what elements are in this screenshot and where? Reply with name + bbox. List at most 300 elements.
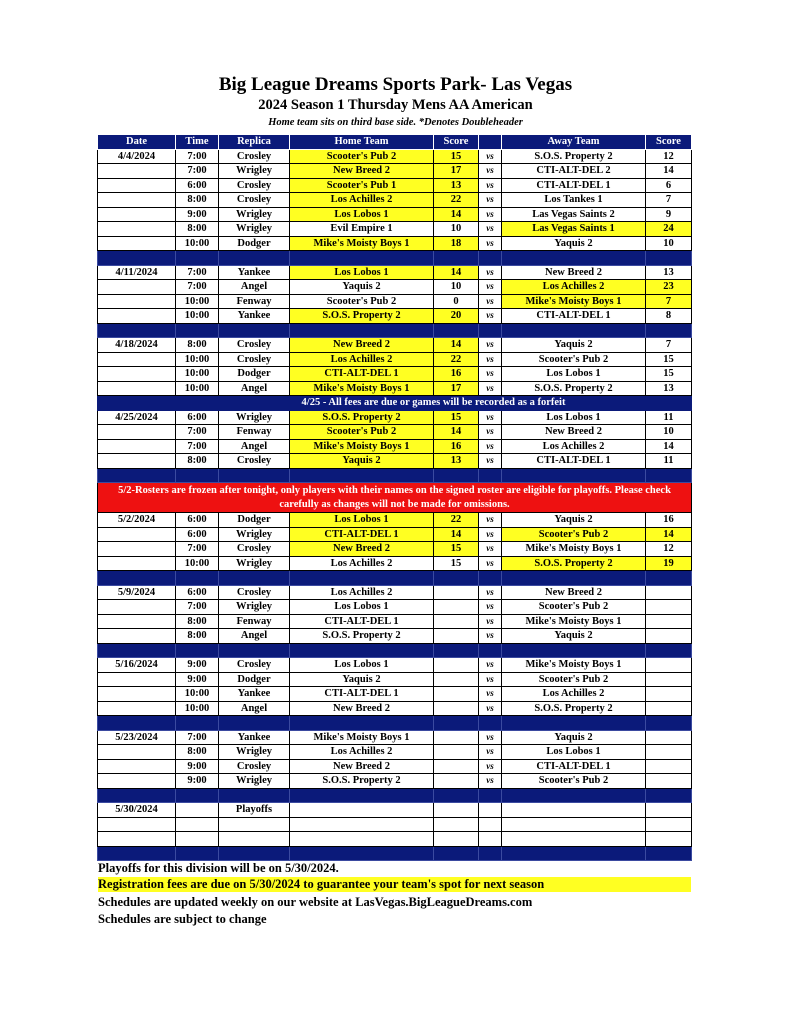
game-time: 7:00 (176, 425, 219, 440)
away-score (646, 600, 692, 615)
home-team: New Breed 2 (290, 542, 434, 557)
vs-label (479, 803, 502, 818)
game-row (98, 309, 692, 324)
away-score: 12 (646, 149, 692, 164)
week-divider (98, 251, 692, 266)
game-date: 5/9/2024 (98, 585, 176, 600)
game-field: Wrigley (219, 164, 290, 179)
divider-cell (219, 251, 290, 266)
away-score: 7 (646, 294, 692, 309)
away-score: 14 (646, 439, 692, 454)
away-score: 14 (646, 527, 692, 542)
away-team: New Breed 2 (502, 425, 646, 440)
game-field: Crosley (219, 193, 290, 208)
footer-registration: Registration fees are due on 5/30/2024 to guarantee your team's spot for next season (98, 877, 691, 892)
home-team: Los Lobos 1 (290, 658, 434, 673)
home-score: 14 (434, 527, 479, 542)
home-score (434, 803, 479, 818)
divider-cell (98, 571, 176, 586)
game-date (98, 381, 176, 396)
divider-cell (502, 716, 646, 731)
game-field: Crosley (219, 338, 290, 353)
away-team: Los Lobos 1 (502, 367, 646, 382)
game-row (98, 614, 692, 629)
game-date: 4/11/2024 (98, 265, 176, 280)
home-score: 16 (434, 439, 479, 454)
home-score: 18 (434, 236, 479, 251)
away-score: 15 (646, 352, 692, 367)
game-field: Yankee (219, 687, 290, 702)
game-row (98, 585, 692, 600)
home-team: Scooter's Pub 2 (290, 425, 434, 440)
divider-cell (479, 323, 502, 338)
header-date: Date (98, 135, 176, 150)
home-team: Yaquis 2 (290, 280, 434, 295)
away-score (646, 701, 692, 716)
away-score (646, 745, 692, 760)
home-score (434, 745, 479, 760)
divider-cell (290, 468, 434, 483)
home-score: 15 (434, 556, 479, 571)
game-time: 6:00 (176, 410, 219, 425)
divider-cell (479, 468, 502, 483)
away-score: 24 (646, 222, 692, 237)
game-row (98, 730, 692, 745)
home-score: 14 (434, 425, 479, 440)
game-date (98, 556, 176, 571)
vs-label: vs (479, 585, 502, 600)
divider-cell (290, 323, 434, 338)
home-score: 14 (434, 207, 479, 222)
game-date (98, 222, 176, 237)
home-score: 22 (434, 513, 479, 528)
game-field: Wrigley (219, 207, 290, 222)
divider-cell (98, 251, 176, 266)
game-field: Crosley (219, 759, 290, 774)
away-score: 12 (646, 542, 692, 557)
vs-label: vs (479, 687, 502, 702)
away-score (646, 672, 692, 687)
game-row (98, 542, 692, 557)
game-date (98, 701, 176, 716)
vs-label: vs (479, 164, 502, 179)
game-field: Wrigley (219, 556, 290, 571)
game-field: Crosley (219, 658, 290, 673)
home-team: S.O.S. Property 2 (290, 774, 434, 789)
vs-label: vs (479, 439, 502, 454)
game-field: Crosley (219, 178, 290, 193)
home-team: Los Achilles 2 (290, 585, 434, 600)
game-row (98, 149, 692, 164)
game-date (98, 309, 176, 324)
game-row (98, 207, 692, 222)
game-date (98, 352, 176, 367)
divider-cell (176, 788, 219, 803)
away-score: 13 (646, 265, 692, 280)
header-time: Time (176, 135, 219, 150)
game-time: 7:00 (176, 439, 219, 454)
divider-cell (219, 571, 290, 586)
away-score: 6 (646, 178, 692, 193)
game-field (219, 832, 290, 847)
vs-label: vs (479, 207, 502, 222)
vs-label: vs (479, 701, 502, 716)
away-score: 10 (646, 236, 692, 251)
vs-label: vs (479, 425, 502, 440)
game-row (98, 745, 692, 760)
divider-cell (502, 788, 646, 803)
vs-label: vs (479, 542, 502, 557)
away-team: Los Tankes 1 (502, 193, 646, 208)
vs-label: vs (479, 265, 502, 280)
game-field: Crosley (219, 542, 290, 557)
away-team: CTI-ALT-DEL 1 (502, 759, 646, 774)
divider-cell (434, 571, 479, 586)
divider-cell (502, 468, 646, 483)
game-date (98, 164, 176, 179)
game-time: 7:00 (176, 542, 219, 557)
game-time: 10:00 (176, 701, 219, 716)
home-team: Mike's Moisty Boys 1 (290, 236, 434, 251)
footer-disclaimer: Schedules are subject to change (98, 912, 267, 926)
week-divider (98, 323, 692, 338)
game-row (98, 265, 692, 280)
vs-label: vs (479, 367, 502, 382)
away-team: S.O.S. Property 2 (502, 381, 646, 396)
divider-cell (98, 788, 176, 803)
week-divider (98, 571, 692, 586)
game-time: 7:00 (176, 600, 219, 615)
footer-playoffs: Playoffs for this division will be on 5/30/2024. (98, 861, 339, 875)
home-score: 14 (434, 338, 479, 353)
game-time: 7:00 (176, 164, 219, 179)
home-team: CTI-ALT-DEL 1 (290, 527, 434, 542)
game-row (98, 381, 692, 396)
divider-cell (176, 846, 219, 861)
vs-label: vs (479, 309, 502, 324)
game-row (98, 454, 692, 469)
vs-label: vs (479, 774, 502, 789)
away-team: Los Achilles 2 (502, 687, 646, 702)
vs-label (479, 832, 502, 847)
divider-cell (176, 323, 219, 338)
home-score: 17 (434, 164, 479, 179)
game-field: Fenway (219, 425, 290, 440)
vs-label: vs (479, 178, 502, 193)
game-field: Fenway (219, 294, 290, 309)
vs-label: vs (479, 222, 502, 237)
game-row (98, 556, 692, 571)
game-row (98, 236, 692, 251)
game-date (98, 817, 176, 832)
game-date (98, 236, 176, 251)
game-date (98, 207, 176, 222)
divider-cell (646, 468, 692, 483)
game-date: 5/16/2024 (98, 658, 176, 673)
vs-label (479, 817, 502, 832)
game-field: Wrigley (219, 745, 290, 760)
home-team: Los Achilles 2 (290, 745, 434, 760)
game-date (98, 527, 176, 542)
home-team: Yaquis 2 (290, 672, 434, 687)
week-divider (98, 788, 692, 803)
divider-cell (290, 716, 434, 731)
home-score: 13 (434, 178, 479, 193)
vs-label: vs (479, 381, 502, 396)
game-time: 10:00 (176, 687, 219, 702)
game-date (98, 367, 176, 382)
away-team: Yaquis 2 (502, 236, 646, 251)
game-row (98, 803, 692, 818)
home-score: 0 (434, 294, 479, 309)
divider-cell (219, 716, 290, 731)
divider-cell (434, 323, 479, 338)
game-row (98, 817, 692, 832)
game-time: 9:00 (176, 658, 219, 673)
game-date (98, 600, 176, 615)
away-team: New Breed 2 (502, 585, 646, 600)
vs-label: vs (479, 149, 502, 164)
away-score (646, 585, 692, 600)
game-field: Dodger (219, 236, 290, 251)
divider-cell (479, 643, 502, 658)
home-score: 20 (434, 309, 479, 324)
divider-cell (479, 571, 502, 586)
vs-label: vs (479, 338, 502, 353)
game-date: 5/30/2024 (98, 803, 176, 818)
week-divider (98, 716, 692, 731)
game-field: Crosley (219, 149, 290, 164)
game-row (98, 178, 692, 193)
game-time (176, 803, 219, 818)
game-date (98, 454, 176, 469)
divider-cell (219, 846, 290, 861)
divider-cell (479, 251, 502, 266)
away-team: CTI-ALT-DEL 1 (502, 454, 646, 469)
away-team: Mike's Moisty Boys 1 (502, 542, 646, 557)
game-date (98, 672, 176, 687)
vs-label: vs (479, 556, 502, 571)
schedule-table (97, 134, 692, 861)
divider-cell (98, 846, 176, 861)
divider-cell (502, 251, 646, 266)
divider-cell (176, 571, 219, 586)
divider-cell (176, 251, 219, 266)
game-field: Angel (219, 629, 290, 644)
home-team: Los Achilles 2 (290, 352, 434, 367)
home-team (290, 832, 434, 847)
away-score: 15 (646, 367, 692, 382)
game-date (98, 439, 176, 454)
game-row (98, 701, 692, 716)
away-team: Yaquis 2 (502, 730, 646, 745)
divider-cell (646, 643, 692, 658)
away-score: 11 (646, 410, 692, 425)
game-row (98, 527, 692, 542)
game-field: Yankee (219, 265, 290, 280)
away-team: Scooter's Pub 2 (502, 352, 646, 367)
away-team: Los Lobos 1 (502, 410, 646, 425)
away-team: Yaquis 2 (502, 629, 646, 644)
home-team (290, 803, 434, 818)
vs-label: vs (479, 513, 502, 528)
divider-cell (502, 323, 646, 338)
vs-label: vs (479, 614, 502, 629)
game-time: 8:00 (176, 338, 219, 353)
vs-label: vs (479, 294, 502, 309)
divider-cell (434, 643, 479, 658)
home-team: Scooter's Pub 2 (290, 149, 434, 164)
away-team: CTI-ALT-DEL 1 (502, 178, 646, 193)
game-row (98, 294, 692, 309)
game-row (98, 687, 692, 702)
game-field: Wrigley (219, 410, 290, 425)
game-time: 8:00 (176, 745, 219, 760)
game-field: Crosley (219, 454, 290, 469)
game-time: 6:00 (176, 585, 219, 600)
away-team: S.O.S. Property 2 (502, 701, 646, 716)
page-subtitle: 2024 Season 1 Thursday Mens AA American (258, 97, 533, 113)
game-time: 10:00 (176, 367, 219, 382)
away-team: Scooter's Pub 2 (502, 774, 646, 789)
vs-label: vs (479, 410, 502, 425)
game-time: 8:00 (176, 629, 219, 644)
away-team (502, 817, 646, 832)
header-away-team: Away Team (502, 135, 646, 150)
game-time: 8:00 (176, 454, 219, 469)
away-score: 10 (646, 425, 692, 440)
home-score (434, 672, 479, 687)
divider-cell (219, 643, 290, 658)
game-time: 7:00 (176, 149, 219, 164)
away-team: Scooter's Pub 2 (502, 527, 646, 542)
game-date: 4/18/2024 (98, 338, 176, 353)
vs-label: vs (479, 600, 502, 615)
game-time: 10:00 (176, 352, 219, 367)
divider-cell (290, 571, 434, 586)
home-team: CTI-ALT-DEL 1 (290, 614, 434, 629)
game-row (98, 164, 692, 179)
away-score (646, 832, 692, 847)
game-row (98, 672, 692, 687)
game-row (98, 832, 692, 847)
divider-cell (434, 716, 479, 731)
home-team: New Breed 2 (290, 701, 434, 716)
home-team: CTI-ALT-DEL 1 (290, 367, 434, 382)
home-score (434, 658, 479, 673)
away-score: 19 (646, 556, 692, 571)
away-team: CTI-ALT-DEL 1 (502, 309, 646, 324)
game-field: Angel (219, 439, 290, 454)
away-score: 13 (646, 381, 692, 396)
away-team: S.O.S. Property 2 (502, 149, 646, 164)
game-date (98, 614, 176, 629)
page-title: Big League Dreams Sports Park- Las Vegas (218, 74, 573, 95)
away-team: New Breed 2 (502, 265, 646, 280)
game-row (98, 439, 692, 454)
divider-cell (98, 643, 176, 658)
home-score: 15 (434, 149, 479, 164)
game-field: Yankee (219, 309, 290, 324)
game-row (98, 338, 692, 353)
away-score (646, 803, 692, 818)
game-date: 4/25/2024 (98, 410, 176, 425)
away-team: Scooter's Pub 2 (502, 600, 646, 615)
game-time: 8:00 (176, 614, 219, 629)
home-team: S.O.S. Property 2 (290, 309, 434, 324)
game-field: Angel (219, 701, 290, 716)
away-team: Las Vegas Saints 2 (502, 207, 646, 222)
home-score (434, 600, 479, 615)
home-score (434, 614, 479, 629)
divider-cell (434, 846, 479, 861)
vs-label: vs (479, 454, 502, 469)
away-team: Los Achilles 2 (502, 439, 646, 454)
game-time: 6:00 (176, 178, 219, 193)
away-team: Scooter's Pub 2 (502, 672, 646, 687)
notice-text: 4/25 - All fees are due or games will be recorded as a forfeit (176, 396, 692, 411)
game-row (98, 513, 692, 528)
home-team: Evil Empire 1 (290, 222, 434, 237)
vs-label: vs (479, 759, 502, 774)
home-score (434, 817, 479, 832)
divider-cell (290, 846, 434, 861)
divider-cell (434, 788, 479, 803)
divider-cell (646, 251, 692, 266)
vs-label: vs (479, 745, 502, 760)
home-score (434, 687, 479, 702)
divider-cell (479, 788, 502, 803)
divider-cell (176, 716, 219, 731)
home-score: 13 (434, 454, 479, 469)
away-score (646, 759, 692, 774)
home-score: 22 (434, 193, 479, 208)
home-team: Los Achilles 2 (290, 193, 434, 208)
away-team: Mike's Moisty Boys 1 (502, 658, 646, 673)
vs-label: vs (479, 730, 502, 745)
divider-cell (176, 643, 219, 658)
away-score: 23 (646, 280, 692, 295)
week-divider (98, 468, 692, 483)
game-time: 8:00 (176, 193, 219, 208)
vs-label: vs (479, 629, 502, 644)
home-score (434, 759, 479, 774)
game-time (176, 832, 219, 847)
game-date (98, 193, 176, 208)
game-time: 6:00 (176, 527, 219, 542)
game-time: 7:00 (176, 280, 219, 295)
home-team: Scooter's Pub 2 (290, 294, 434, 309)
home-team: Yaquis 2 (290, 454, 434, 469)
vs-label: vs (479, 672, 502, 687)
game-date: 4/4/2024 (98, 149, 176, 164)
week-divider (98, 846, 692, 861)
home-score: 14 (434, 265, 479, 280)
away-team: S.O.S. Property 2 (502, 556, 646, 571)
game-time: 9:00 (176, 759, 219, 774)
away-score (646, 730, 692, 745)
divider-cell (98, 716, 176, 731)
game-time: 7:00 (176, 730, 219, 745)
game-time: 10:00 (176, 556, 219, 571)
divider-cell (646, 788, 692, 803)
game-row (98, 600, 692, 615)
fee-notice-row (98, 396, 692, 411)
away-score (646, 687, 692, 702)
game-time: 10:00 (176, 294, 219, 309)
away-team (502, 803, 646, 818)
vs-label: vs (479, 352, 502, 367)
